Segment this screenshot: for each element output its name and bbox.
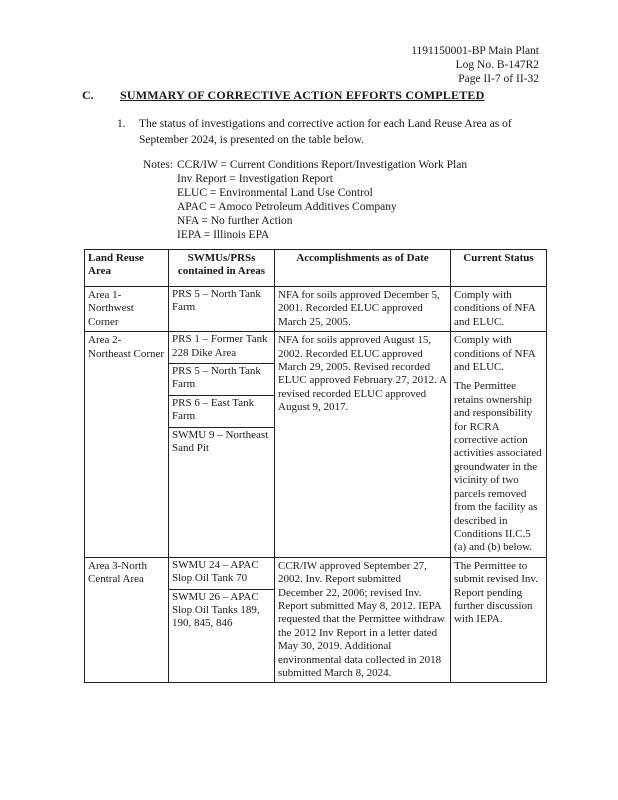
cell-swmus bbox=[169, 332, 275, 558]
corrective-action-table bbox=[84, 249, 547, 683]
swmu-entry: PRS 6 – East Tank Farm bbox=[169, 396, 274, 428]
table-row bbox=[85, 287, 547, 332]
notes-block bbox=[143, 158, 467, 242]
section-heading bbox=[82, 88, 485, 103]
status-text: The Permittee to submit revised Inv. Report pending further discussion with IEPA. bbox=[454, 559, 538, 626]
item-number: 1. bbox=[117, 118, 126, 130]
document-id: 1191150001-BP Main Plant bbox=[411, 45, 539, 57]
cell-status bbox=[451, 557, 547, 683]
header-swmus-prss: SWMUs/PRSs contained in Areas bbox=[169, 250, 275, 287]
swmu-entry: SWMU 24 – APAC Slop Oil Tank 70 bbox=[169, 558, 274, 590]
note-line: APAC = Amoco Petroleum Additives Company bbox=[177, 201, 397, 213]
cell-accomplishments: NFA for soils approved August 15, 2002. Recorded ELUC approved March 29, 2005. Revised recorded ELUC approved February 27, 2012. A revised recorded ELUC approved August 9, 2017. bbox=[275, 332, 451, 558]
header-accomplishments: Accomplishments as of Date bbox=[275, 250, 451, 287]
swmu-entry: PRS 5 – North Tank Farm bbox=[172, 288, 261, 314]
cell-area: Area 1- Northwest Corner bbox=[85, 287, 169, 332]
status-text: Comply with conditions of NFA and ELUC. bbox=[454, 334, 536, 374]
cell-accomplishments: NFA for soils approved December 5, 2001. Recorded ELUC approved March 25, 2005. bbox=[275, 287, 451, 332]
item-text: The status of investigations and corrective action for each Land Reuse Area as of September 2024, is presented on the table below. bbox=[139, 118, 512, 146]
section-title: SUMMARY OF CORRECTIVE ACTION EFFORTS COMPLETED bbox=[120, 88, 485, 102]
page-header bbox=[411, 44, 539, 86]
cell-status bbox=[451, 332, 547, 558]
table-header-row bbox=[85, 250, 547, 287]
table-row bbox=[85, 332, 547, 558]
cell-swmus bbox=[169, 557, 275, 683]
header-current-status: Current Status bbox=[451, 250, 547, 287]
cell-swmus bbox=[169, 287, 275, 332]
swmu-entry: PRS 5 – North Tank Farm bbox=[169, 364, 274, 396]
note-line: Inv Report = Investigation Report bbox=[177, 173, 333, 185]
page-number: Page II-7 of II-32 bbox=[458, 73, 539, 85]
cell-area: Area 2- Northeast Corner bbox=[85, 332, 169, 558]
note-line: CCR/IW = Current Conditions Report/Investigation Work Plan bbox=[177, 159, 468, 171]
header-land-reuse-area: Land Reuse Area bbox=[85, 250, 169, 287]
swmu-entry: SWMU 9 – Northeast Sand Pit bbox=[172, 428, 269, 455]
note-line: ELUC = Environmental Land Use Control bbox=[177, 187, 373, 199]
status-text: The Permittee retains ownership and responsibility for RCRA corrective action activities associated groundwater in the vicinity of two parcels removed from the facility as described in Conditions II.C.5 (a) and (b) below. bbox=[454, 380, 542, 554]
log-number: Log No. B-147R2 bbox=[455, 59, 539, 71]
status-text: Comply with conditions of NFA and ELUC. bbox=[454, 289, 536, 328]
cell-accomplishments: CCR/IW approved September 27, 2002. Inv. Report submitted December 22, 2006; revised Inv. Report submitted May 8, 2012. IEPA requested that the Permittee withdraw the 2012 Inv Report in a letter dated May 30, 2019. Additional environmental data collected in 2018 submitted March 8, 2024. bbox=[275, 557, 451, 683]
swmu-entry: SWMU 26 – APAC Slop Oil Tanks 189, 190, 845, 846 bbox=[172, 590, 260, 630]
notes-label: Notes: bbox=[143, 159, 174, 171]
table-row bbox=[85, 557, 547, 683]
cell-area: Area 3-North Central Area bbox=[85, 557, 169, 683]
swmu-entry: PRS 1 – Former Tank 228 Dike Area bbox=[169, 332, 274, 364]
note-line: IEPA = Illinois EPA bbox=[177, 229, 270, 241]
note-line: NFA = No further Action bbox=[177, 215, 293, 227]
cell-status bbox=[451, 287, 547, 332]
section-number: C. bbox=[82, 88, 94, 102]
item-1 bbox=[117, 116, 547, 148]
